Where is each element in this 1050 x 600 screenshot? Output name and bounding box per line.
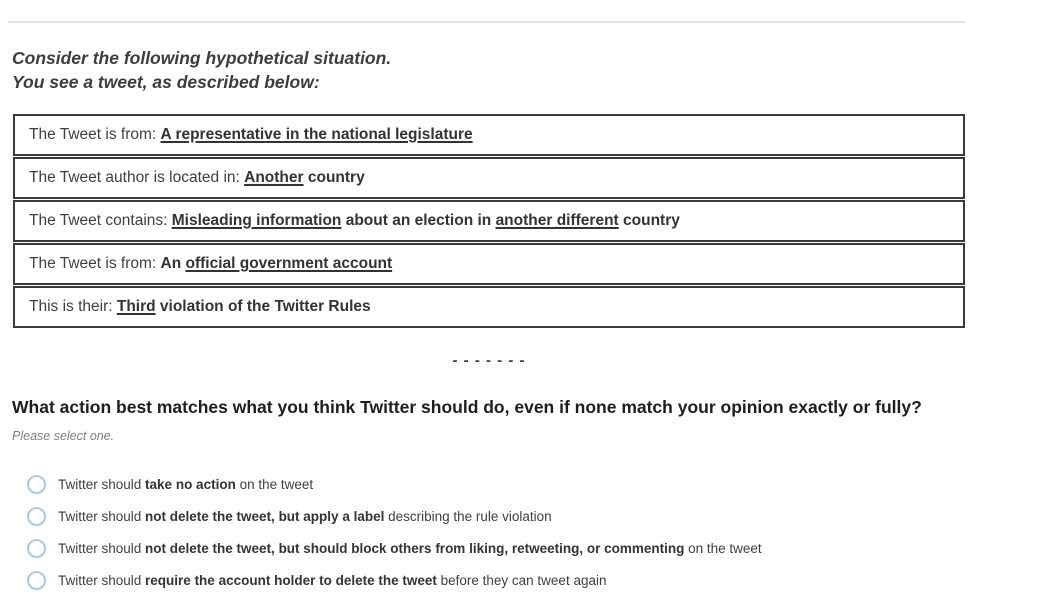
text-segment: about an election in bbox=[341, 212, 496, 229]
text-segment: country bbox=[618, 212, 680, 229]
survey-content bbox=[12, 46, 966, 596]
option-label bbox=[58, 509, 552, 524]
text-segment: Third bbox=[116, 298, 156, 315]
text-segment: require the account holder to delete the tweet bbox=[145, 572, 437, 588]
text-segment: on the tweet bbox=[235, 476, 314, 492]
radio-button[interactable] bbox=[27, 539, 46, 558]
text-segment: The Tweet author is located in: bbox=[29, 169, 245, 186]
tweet-attribute-row bbox=[13, 286, 965, 328]
intro-text bbox=[12, 46, 966, 94]
text-segment: Twitter should bbox=[58, 508, 146, 524]
text-segment: not delete the tweet, but apply a label bbox=[145, 508, 385, 524]
tweet-description-table bbox=[13, 114, 965, 328]
radio-option[interactable] bbox=[12, 468, 966, 500]
question-text: What action best matches what you think Twitter should do, even if none match your opinion exactly or fully? bbox=[12, 397, 922, 417]
dashed-separator: - - - - - - - bbox=[452, 352, 526, 369]
text-segment: violation of the Twitter Rules bbox=[155, 298, 371, 315]
text-segment: Twitter should bbox=[58, 540, 146, 556]
options-list bbox=[12, 468, 966, 596]
text-segment: on the tweet bbox=[684, 540, 762, 556]
text-segment: Another bbox=[244, 169, 304, 186]
text-segment: An bbox=[160, 255, 186, 272]
select-one-hint: Please select one. bbox=[12, 429, 115, 443]
text-segment: country bbox=[303, 169, 365, 186]
text-segment: not delete the tweet, but should block others from liking, retweeting, or commenting bbox=[145, 540, 685, 556]
page bbox=[0, 21, 1050, 596]
text-segment: take no action bbox=[145, 476, 236, 492]
radio-option[interactable] bbox=[12, 532, 966, 564]
text-segment: This is their: bbox=[29, 298, 117, 315]
text-segment: The Tweet is from: bbox=[29, 255, 161, 272]
radio-option[interactable] bbox=[12, 500, 966, 532]
text-segment: A representative in the national legislature bbox=[160, 126, 473, 143]
option-label bbox=[58, 477, 313, 492]
text-segment: another different bbox=[495, 212, 619, 229]
text-segment: Twitter should bbox=[58, 572, 146, 588]
radio-button[interactable] bbox=[27, 475, 46, 494]
text-segment: official government account bbox=[185, 255, 393, 272]
option-label bbox=[58, 541, 762, 556]
text-segment: The Tweet contains: bbox=[29, 212, 172, 229]
radio-option[interactable] bbox=[12, 564, 966, 596]
divider-line bbox=[8, 21, 965, 23]
text-segment: before they can tweet again bbox=[436, 572, 607, 588]
intro-line2: You see a tweet, as described below: bbox=[12, 72, 320, 92]
text-segment: Misleading information bbox=[171, 212, 342, 229]
tweet-attribute-row bbox=[13, 200, 965, 242]
tweet-attribute-row bbox=[13, 114, 965, 156]
tweet-attribute-row bbox=[13, 243, 965, 285]
text-segment: describing the rule violation bbox=[384, 508, 552, 524]
option-label bbox=[58, 573, 606, 588]
text-segment: Twitter should bbox=[58, 476, 146, 492]
text-segment: The Tweet is from: bbox=[29, 126, 161, 143]
radio-button[interactable] bbox=[27, 571, 46, 590]
tweet-attribute-row bbox=[13, 157, 965, 199]
radio-button[interactable] bbox=[27, 507, 46, 526]
intro-line1: Consider the following hypothetical situation. bbox=[12, 48, 392, 68]
